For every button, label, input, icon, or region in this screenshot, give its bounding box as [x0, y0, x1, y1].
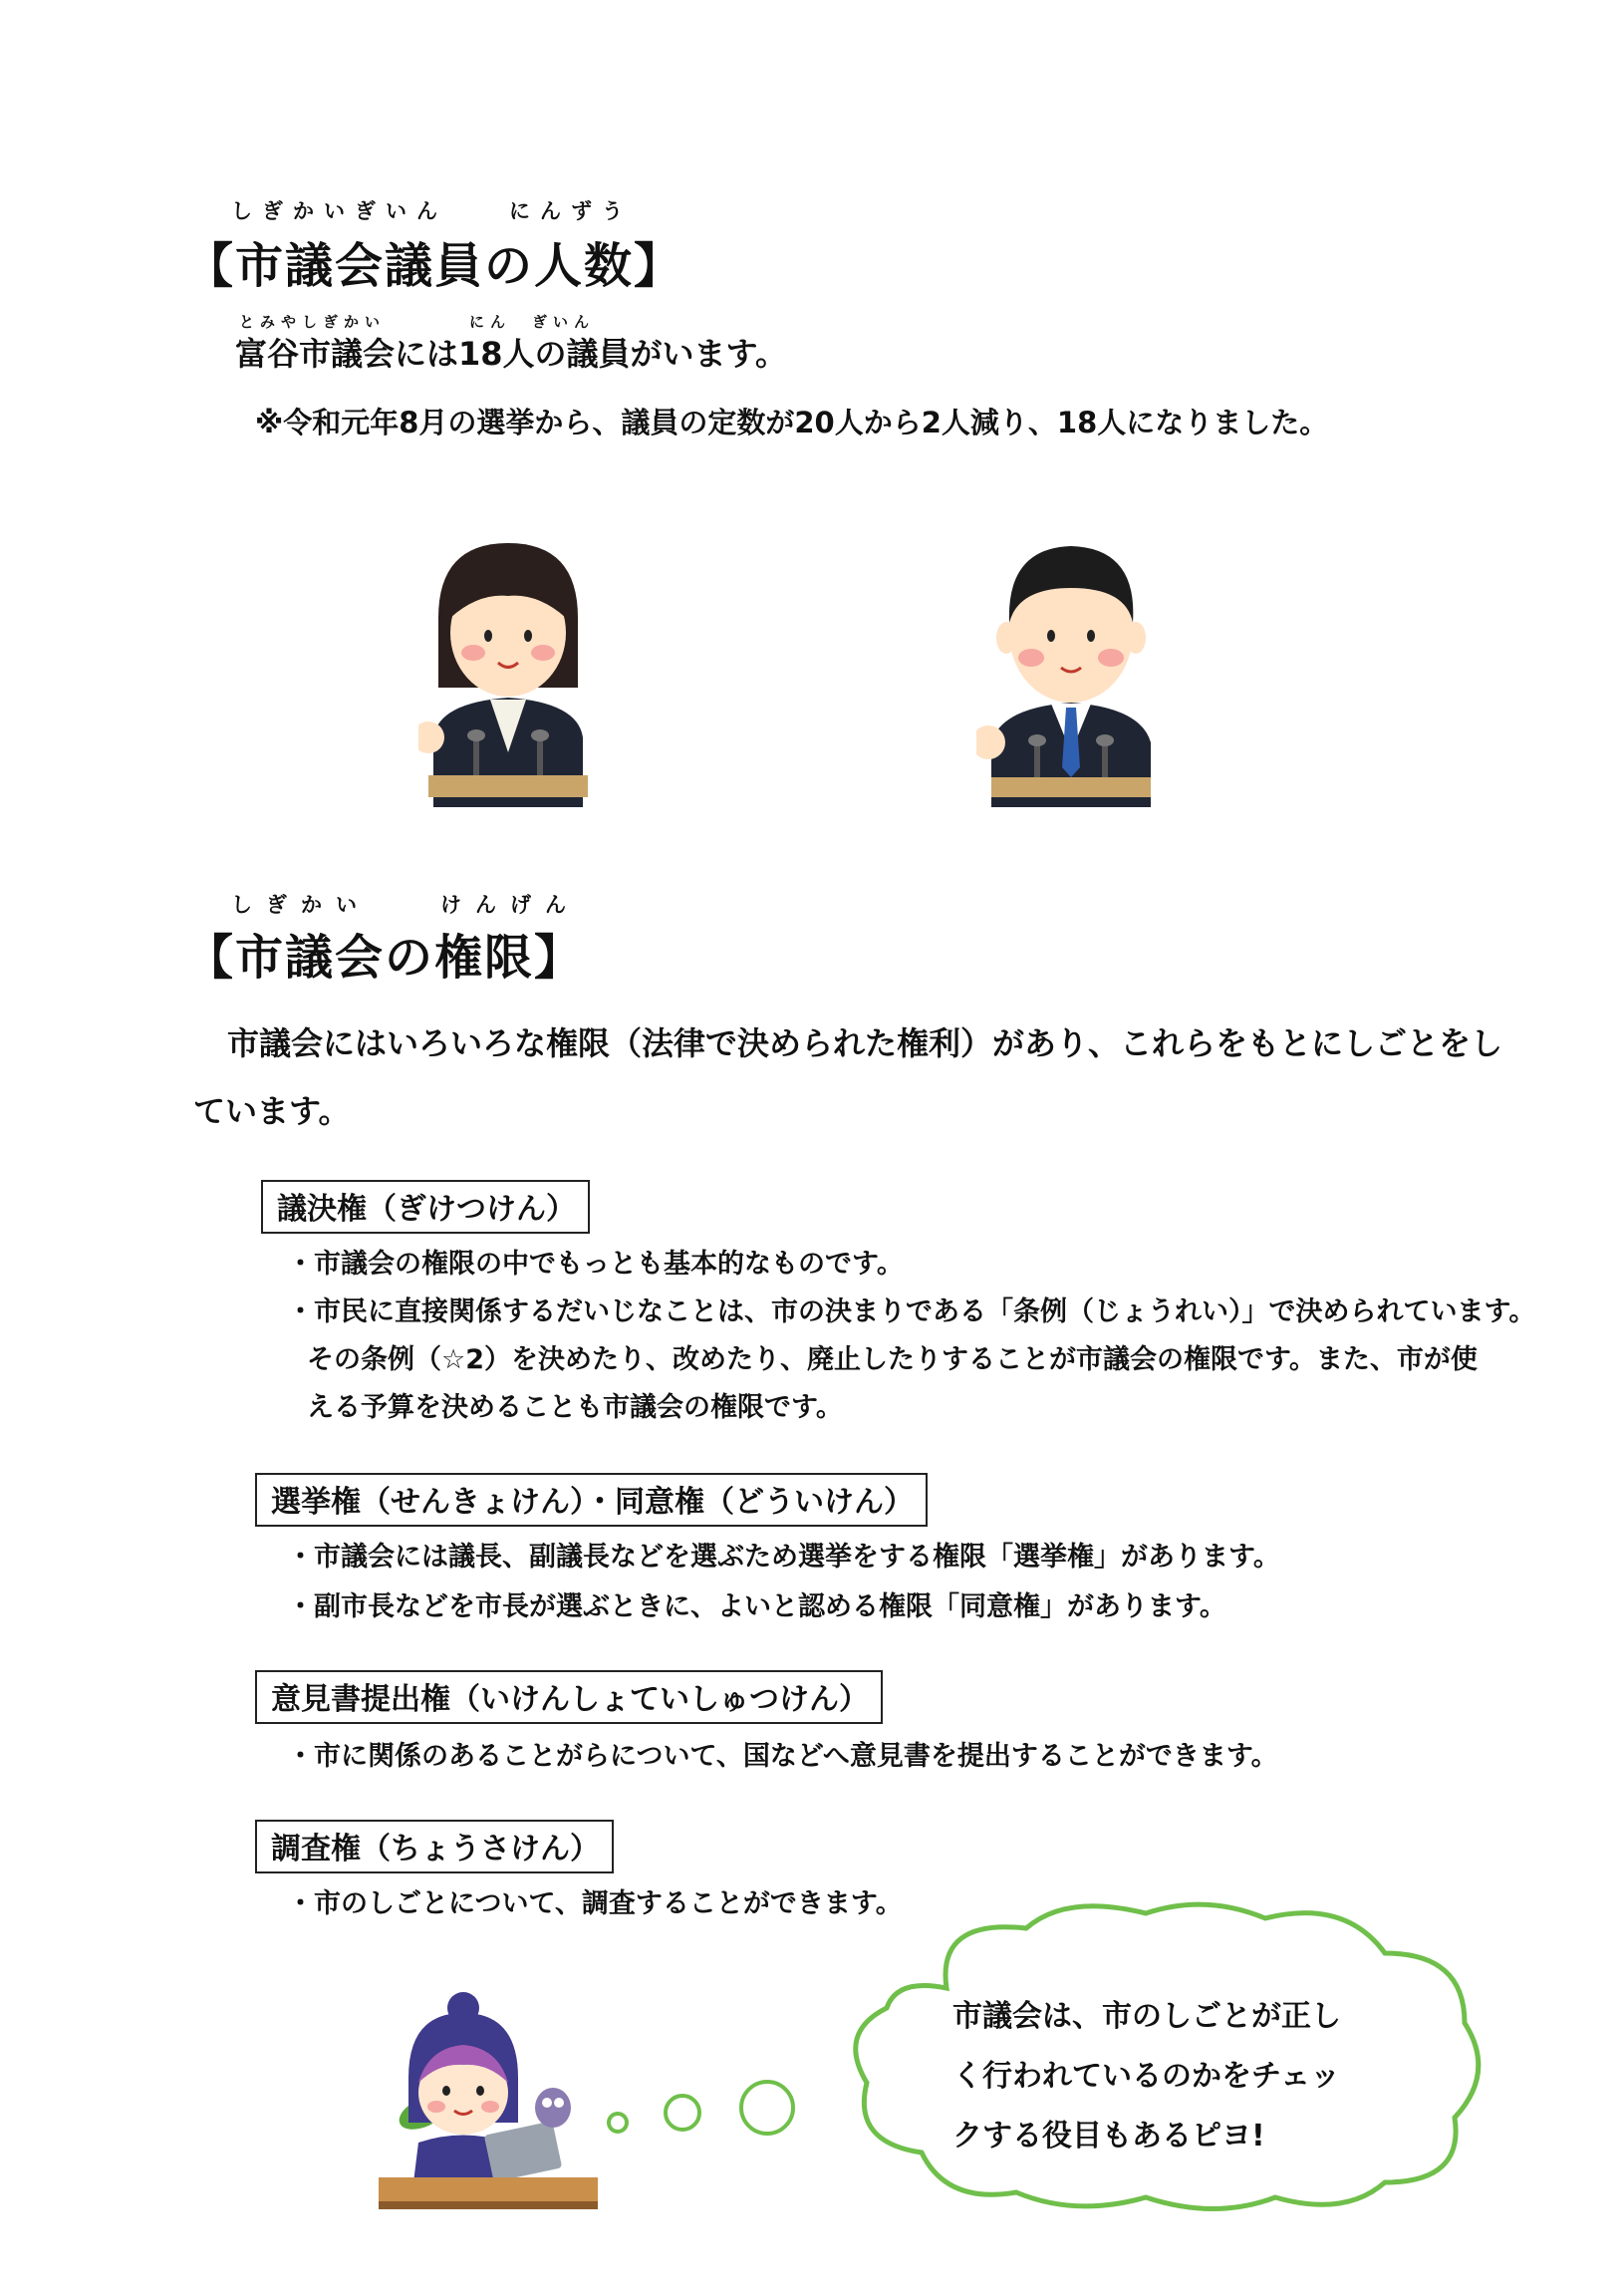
bubble-line2: く行われているのかをチェッ: [952, 2059, 1341, 2094]
power1-bullet3: その条例（☆2）を決めたり、改めたり、廃止したりすることが市議会の権限です。また、市が使: [307, 1344, 1478, 1375]
female-councillor-illustration: [418, 538, 598, 807]
power-label-chousaken: 調査権（ちょうさけん）: [255, 1820, 614, 1873]
power1-bullet1: ・市議会の権限の中でもっとも基本的なものです。: [287, 1249, 904, 1280]
section2-title: 【市議会の権限】: [185, 930, 585, 986]
mascot-character-illustration: [369, 1983, 608, 2212]
power-label-senkyoken-douiken: 選挙権（せんきょけん）・同意権（どういけん）: [255, 1473, 928, 1527]
section1-line1: 富谷市議会には18人の議員がいます。: [235, 335, 787, 373]
power3-bullet1: ・市に関係のあることがらについて、国などへ意見書を提出することができます。: [287, 1741, 1278, 1772]
male-councillor-illustration: [976, 528, 1166, 807]
power2-bullet2: ・副市長などを市長が選ぶときに、よいと認める権限「同意権」があります。: [287, 1591, 1226, 1622]
section1-line1-ruby: とみやしぎかい にん ぎいん: [239, 313, 596, 331]
power1-bullet2: ・市民に直接関係するだいじなことは、市の決まりである「条例（じょうれい）」で決められています。: [287, 1296, 1536, 1327]
power1-bullet4: える予算を決めることも市議会の権限です。: [307, 1392, 843, 1423]
power2-bullet1: ・市議会には議長、副議長などを選ぶため選挙をする権限「選挙権」があります。: [287, 1542, 1280, 1573]
power4-bullet1: ・市のしごとについて、調査することができます。: [287, 1888, 903, 1919]
section1-note: ※令和元年8月の選挙から、議員の定数が20人から2人減り、18人になりました。: [255, 406, 1329, 439]
bubble-line3: クする役目もあるピヨ!: [952, 2119, 1265, 2153]
thought-bubble-trail: [598, 2073, 807, 2162]
section2-title-ruby: しぎかい けんげん: [231, 893, 580, 917]
section2-intro-line2: ています。: [193, 1092, 351, 1130]
section1-title: 【市議会議員の人数】: [185, 238, 684, 294]
power-label-ikenshoteishutsuken: 意見書提出権（いけんしょていしゅつけん）: [255, 1670, 883, 1724]
section1-title-ruby: しぎかいぎいん にんずう: [231, 199, 633, 223]
section2-intro-line1: 市議会にはいろいろな権限（法律で決められた権利）があり、これらをもとにしごとをし: [227, 1024, 1503, 1062]
bubble-line1: 市議会は、市のしごとが正し: [952, 1999, 1341, 2034]
power-label-giketsuken: 議決権（ぎけつけん）: [261, 1180, 590, 1234]
